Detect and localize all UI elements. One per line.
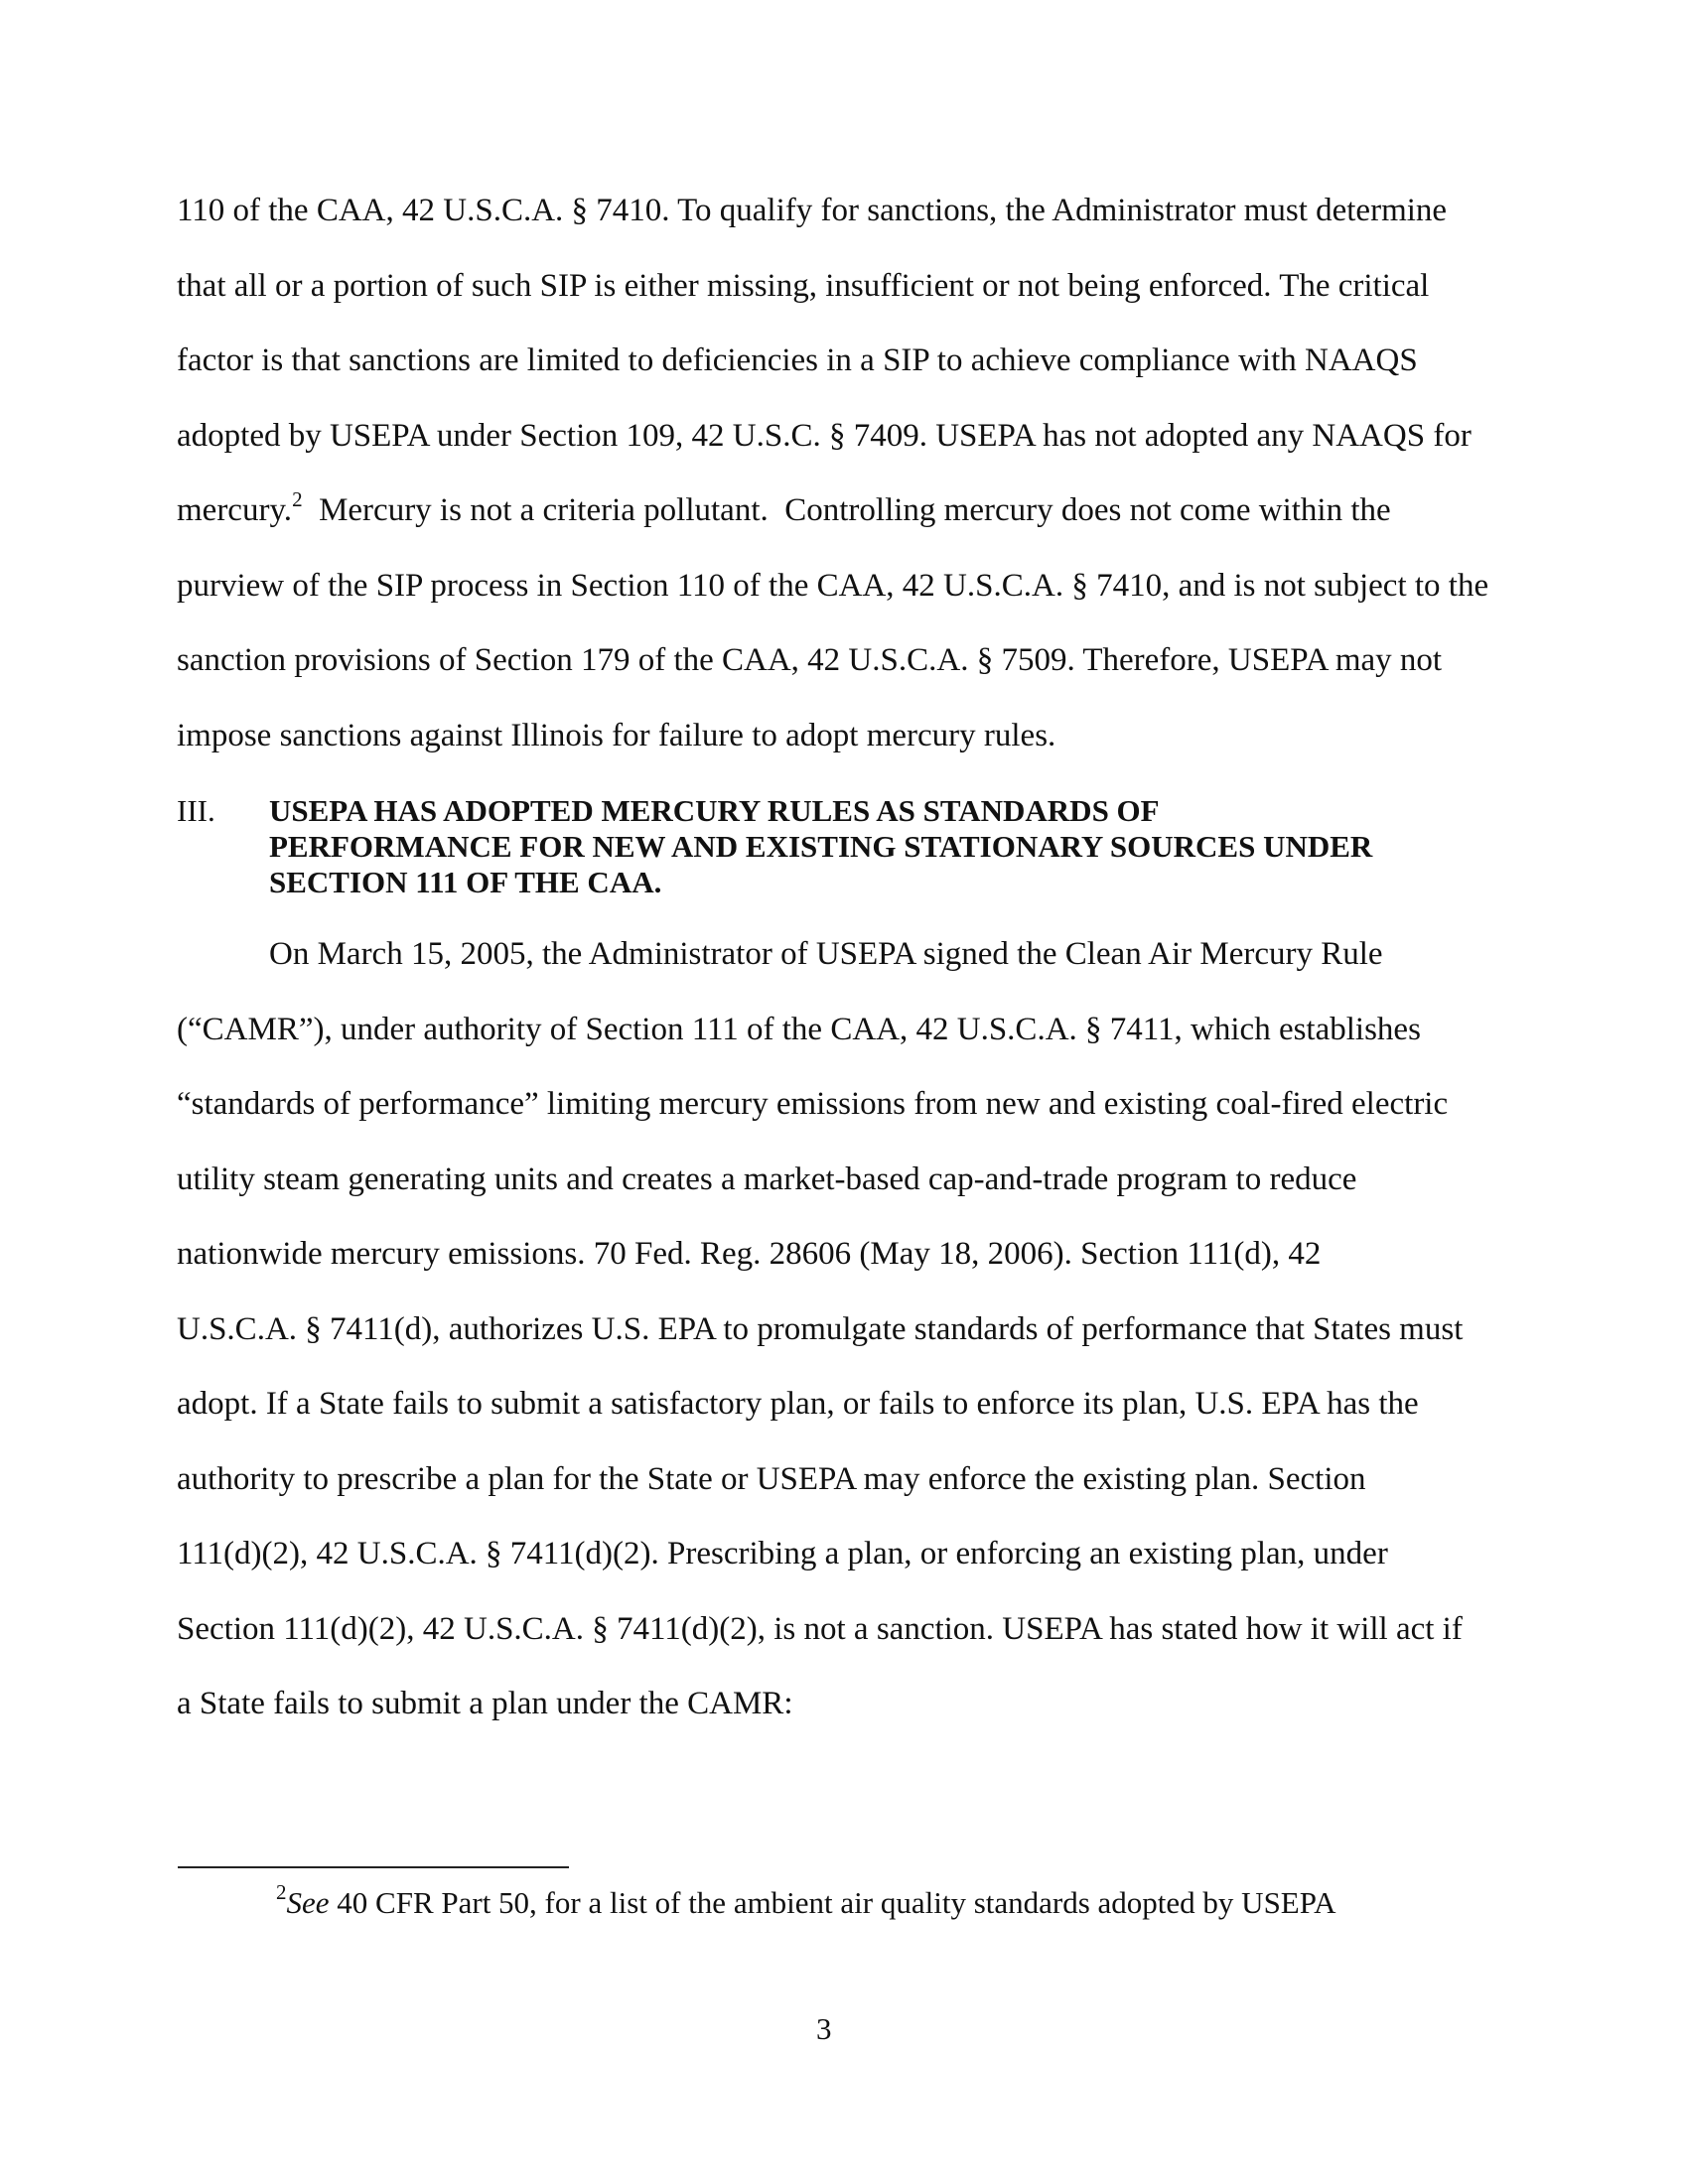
footnote — [276, 1880, 1336, 1923]
paragraph-line: nationwide mercury emissions. 70 Fed. Reg. 28606 (May 18, 2006). Section 111(d), 42 — [177, 1236, 1322, 1272]
paragraph-line: 111(d)(2), 42 U.S.C.A. § 7411(d)(2). Prescribing a plan, or enforcing an existing plan, under — [177, 1536, 1388, 1571]
paragraph-line: U.S.C.A. § 7411(d), authorizes U.S. EPA to promulgate standards of performance that States must — [177, 1311, 1464, 1347]
paragraph-line: authority to prescribe a plan for the State or USEPA may enforce the existing plan. Section — [177, 1461, 1366, 1497]
section-title-line: USEPA HAS ADOPTED MERCURY RULES AS STANDARDS OF — [269, 793, 1160, 828]
section-title-line: SECTION 111 OF THE CAA. — [269, 865, 662, 899]
paragraph-line: a State fails to submit a plan under the CAMR: — [177, 1686, 793, 1721]
footnote-separator — [178, 1866, 569, 1868]
paragraph-line: purview of the SIP process in Section 110 of the CAA, 42 U.S.C.A. § 7410, and is not subject to the — [177, 568, 1489, 604]
paragraph-line: factor is that sanctions are limited to deficiencies in a SIP to achieve compliance with NAAQS — [177, 342, 1418, 378]
paragraph-line — [177, 487, 1391, 530]
paragraph-line: On March 15, 2005, the Administrator of USEPA signed the Clean Air Mercury Rule — [269, 936, 1383, 972]
footnote-signal: See — [286, 1885, 330, 1920]
paragraph-line: that all or a portion of such SIP is either missing, insufficient or not being enforced. The critical — [177, 268, 1430, 304]
footnote-number: 2 — [276, 1880, 287, 1904]
footnote-reference: 2 — [292, 487, 303, 511]
paragraph-line: utility steam generating units and creates a market-based cap-and-trade program to reduce — [177, 1161, 1357, 1197]
paragraph-line: sanction provisions of Section 179 of the CAA, 42 U.S.C.A. § 7509. Therefore, USEPA may not — [177, 642, 1443, 678]
footnote-text: 40 CFR Part 50, for a list of the ambient air quality standards adopted by USEPA — [329, 1885, 1336, 1920]
line-text: mercury. — [177, 492, 293, 528]
paragraph-line: impose sanctions against Illinois for failure to adopt mercury rules. — [177, 718, 1056, 753]
paragraph-line: 110 of the CAA, 42 U.S.C.A. § 7410. To qualify for sanctions, the Administrator must determine — [177, 193, 1448, 228]
paragraph-line: “standards of performance” limiting mercury emissions from new and existing coal-fired electric — [177, 1086, 1449, 1122]
section-title-line: PERFORMANCE FOR NEW AND EXISTING STATIONARY SOURCES UNDER — [269, 829, 1373, 864]
line-text: Mercury is not a criteria pollutant. Controlling mercury does not come within the — [302, 492, 1391, 528]
paragraph-line: adopt. If a State fails to submit a satisfactory plan, or fails to enforce its plan, U.S. EPA has the — [177, 1386, 1419, 1422]
paragraph-line: (“CAMR”), under authority of Section 111 of the CAA, 42 U.S.C.A. § 7411, which establishes — [177, 1012, 1421, 1047]
section-number: III. — [177, 793, 215, 828]
page-number: 3 — [816, 2011, 832, 2046]
paragraph-line: adopted by USEPA under Section 109, 42 U.S.C. § 7409. USEPA has not adopted any NAAQS for — [177, 418, 1472, 454]
paragraph-line: Section 111(d)(2), 42 U.S.C.A. § 7411(d)(2), is not a sanction. USEPA has stated how it will act if — [177, 1611, 1463, 1647]
